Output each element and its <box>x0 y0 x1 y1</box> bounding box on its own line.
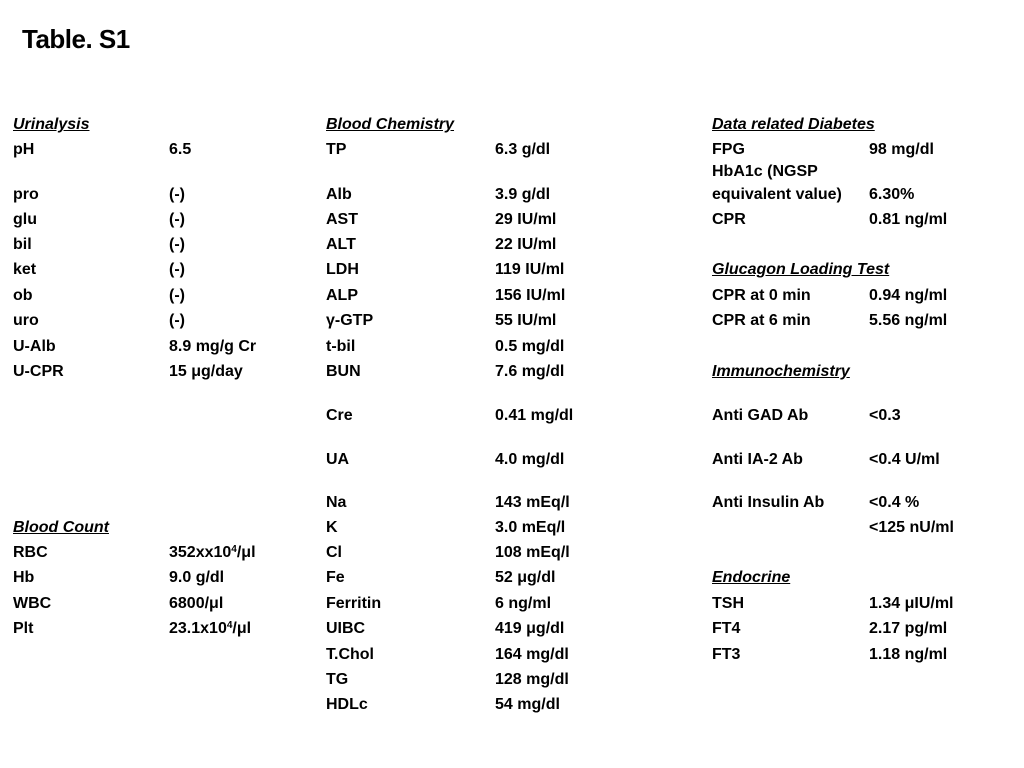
blood-chemistry-value: 119 IU/ml <box>495 261 565 278</box>
blood-chemistry-value: 3.0 mEq/l <box>495 519 566 536</box>
blood-count-value: 6800/μl <box>169 595 224 612</box>
urinalysis-label: bil <box>13 236 32 253</box>
blood-chemistry-label: UA <box>326 451 350 468</box>
blood-chemistry-label: LDH <box>326 261 359 278</box>
urinalysis-label: U-CPR <box>13 363 64 380</box>
diabetes-label: HbA1c (NGSP <box>712 163 818 180</box>
blood-chemistry-label: HDLc <box>326 696 368 713</box>
blood-chemistry-heading: Blood Chemistry <box>326 116 455 133</box>
blood-chemistry-label: Ferritin <box>326 595 382 612</box>
blood-chemistry-value: 22 IU/ml <box>495 236 557 253</box>
blood-chemistry-label: Cl <box>326 544 342 561</box>
glucagon-label: CPR at 6 min <box>712 312 811 329</box>
blood-chemistry-label: Cre <box>326 407 353 424</box>
glucagon-label: CPR at 0 min <box>712 287 811 304</box>
diabetes-label: equivalent value) <box>712 186 842 203</box>
blood-chemistry-value: 55 IU/ml <box>495 312 557 329</box>
diabetes-label: FPG <box>712 141 745 158</box>
blood-chemistry-label: TG <box>326 671 349 688</box>
blood-chemistry-label: ALT <box>326 236 356 253</box>
blood-count-label: WBC <box>13 595 52 612</box>
urinalysis-label: uro <box>13 312 39 329</box>
glucagon-value: 5.56 ng/ml <box>869 312 948 329</box>
immunochemistry-heading: Immunochemistry <box>712 363 850 380</box>
diabetes-label: CPR <box>712 211 746 228</box>
diabetes-value: 6.30% <box>869 186 915 203</box>
endocrine-label: FT4 <box>712 620 741 637</box>
immunochemistry-label: Anti Insulin Ab <box>712 494 825 511</box>
blood-chemistry-value: 54 mg/dl <box>495 696 560 713</box>
diabetes-value: 0.81 ng/ml <box>869 211 948 228</box>
diabetes-heading: Data related Diabetes <box>712 116 875 133</box>
urinalysis-value: 8.9 mg/g Cr <box>169 338 257 355</box>
blood-count-label: Plt <box>13 620 34 637</box>
blood-chemistry-label: TP <box>326 141 347 158</box>
blood-chemistry-label: ALP <box>326 287 358 304</box>
blood-chemistry-label: γ-GTP <box>326 312 374 329</box>
blood-chemistry-value: 143 mEq/l <box>495 494 570 511</box>
glucagon-value: 0.94 ng/ml <box>869 287 948 304</box>
immunochemistry-label: Anti IA-2 Ab <box>712 451 803 468</box>
blood-chemistry-value: 0.41 mg/dl <box>495 407 574 424</box>
blood-chemistry-value: 7.6 mg/dl <box>495 363 565 380</box>
endocrine-label: TSH <box>712 595 744 612</box>
blood-chemistry-value: 6 ng/ml <box>495 595 552 612</box>
blood-chemistry-label: T.Chol <box>326 646 374 663</box>
urinalysis-label: pH <box>13 141 35 158</box>
urinalysis-label: ket <box>13 261 37 278</box>
urinalysis-value: (-) <box>169 236 185 253</box>
urinalysis-value: (-) <box>169 211 185 228</box>
blood-chemistry-label: UIBC <box>326 620 366 637</box>
urinalysis-value: (-) <box>169 287 185 304</box>
urinalysis-value: 15 μg/day <box>169 363 243 380</box>
immunochemistry-value: <125 nU/ml <box>869 519 954 536</box>
urinalysis-value: (-) <box>169 186 185 203</box>
blood-count-heading: Blood Count <box>13 519 109 536</box>
blood-count-label: Hb <box>13 569 35 586</box>
blood-chemistry-value: 3.9 g/dl <box>495 186 551 203</box>
blood-chemistry-value: 156 IU/ml <box>495 287 566 304</box>
urinalysis-value: 6.5 <box>169 141 192 158</box>
urinalysis-label: glu <box>13 211 37 228</box>
endocrine-heading: Endocrine <box>712 569 791 586</box>
blood-chemistry-value: 0.5 mg/dl <box>495 338 565 355</box>
urinalysis-value: (-) <box>169 261 185 278</box>
blood-chemistry-value: 29 IU/ml <box>495 211 557 228</box>
blood-chemistry-value: 128 mg/dl <box>495 671 569 688</box>
page-title: Table. S1 <box>22 24 130 54</box>
endocrine-value: 1.34 μIU/ml <box>869 595 954 612</box>
blood-chemistry-value: 419 μg/dl <box>495 620 565 637</box>
urinalysis-label: ob <box>13 287 33 304</box>
urinalysis-label: U-Alb <box>13 338 56 355</box>
blood-chemistry-value: 52 μg/dl <box>495 569 556 586</box>
immunochemistry-value: <0.3 <box>869 407 901 424</box>
blood-chemistry-value: 108 mEq/l <box>495 544 570 561</box>
urinalysis-label: pro <box>13 186 39 203</box>
blood-chemistry-label: Na <box>326 494 347 511</box>
blood-chemistry-label: t-bil <box>326 338 356 355</box>
blood-count-value: 9.0 g/dl <box>169 569 225 586</box>
blood-chemistry-label: AST <box>326 211 358 228</box>
urinalysis-value: (-) <box>169 312 185 329</box>
immunochemistry-label: Anti GAD Ab <box>712 407 809 424</box>
blood-chemistry-label: Alb <box>326 186 352 203</box>
blood-count-label: RBC <box>13 544 48 561</box>
glucagon-heading: Glucagon Loading Test <box>712 261 890 278</box>
diabetes-value: 98 mg/dl <box>869 141 934 158</box>
immunochemistry-value: <0.4 U/ml <box>869 451 940 468</box>
blood-chemistry-value: 164 mg/dl <box>495 646 569 663</box>
blood-chemistry-value: 4.0 mg/dl <box>495 451 565 468</box>
blood-chemistry-label: K <box>326 519 338 536</box>
endocrine-value: 2.17 pg/ml <box>869 620 948 637</box>
urinalysis-heading: Urinalysis <box>13 116 90 133</box>
blood-count-value: $352xx10^4/\mu l$ <box>169 544 256 561</box>
blood-chemistry-label: Fe <box>326 569 345 586</box>
immunochemistry-value: <0.4 % <box>869 494 920 511</box>
blood-chemistry-value: 6.3 g/dl <box>495 141 551 158</box>
blood-chemistry-label: BUN <box>326 363 361 380</box>
blood-count-value: $23.1x10^4/\mu l$ <box>169 620 252 637</box>
endocrine-label: FT3 <box>712 646 741 663</box>
endocrine-value: 1.18 ng/ml <box>869 646 948 663</box>
